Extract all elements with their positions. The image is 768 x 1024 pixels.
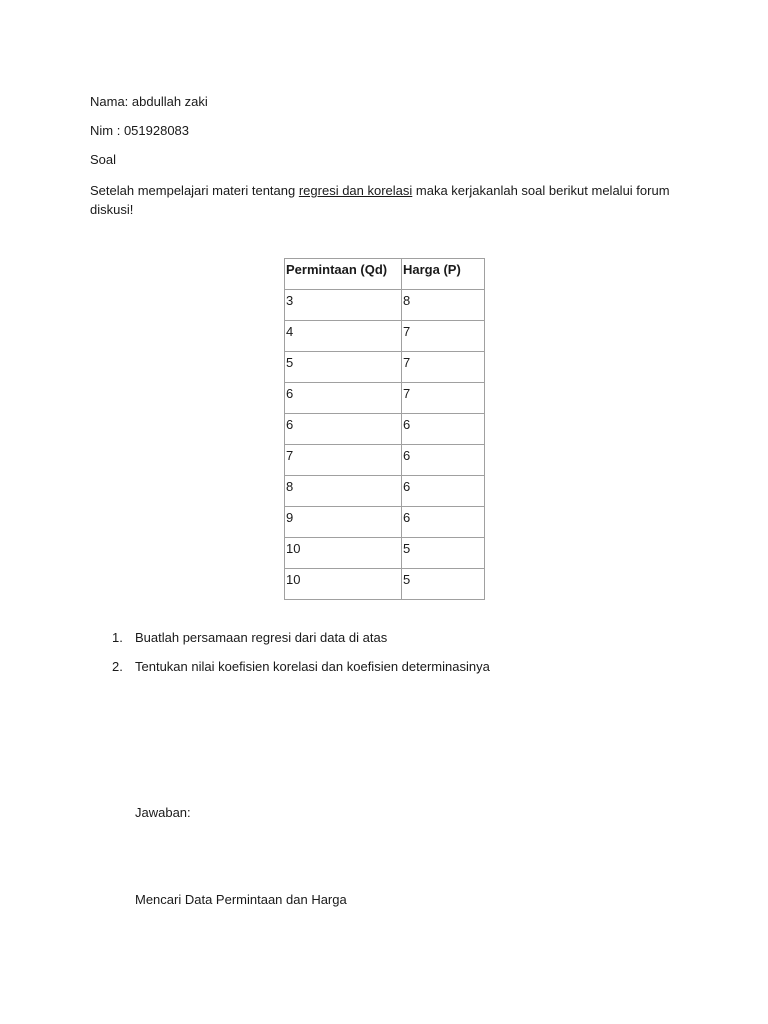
table-row — [285, 569, 485, 600]
cell-p: 7 — [402, 321, 485, 352]
cell-p: 6 — [402, 414, 485, 445]
table-row — [285, 352, 485, 383]
cell-qd: 5 — [285, 352, 402, 383]
cell-p: 6 — [402, 476, 485, 507]
instruction-text-before: Setelah mempelajari materi tentang — [90, 183, 299, 198]
answer-label: Jawaban: — [135, 805, 191, 820]
cell-qd: 7 — [285, 445, 402, 476]
question-number: 1. — [112, 630, 123, 645]
cell-qd: 6 — [285, 383, 402, 414]
question-item — [90, 630, 690, 659]
instruction-text-after: maka kerjakanlah soal berikut melalui forum diskusi! — [90, 183, 670, 217]
question-number: 2. — [112, 659, 123, 674]
cell-p: 6 — [402, 445, 485, 476]
header-harga: Harga (P) — [402, 259, 485, 290]
table-row — [285, 445, 485, 476]
table-row — [285, 414, 485, 445]
table-header-row — [285, 259, 485, 290]
cell-qd: 10 — [285, 569, 402, 600]
table-row — [285, 476, 485, 507]
cell-p: 5 — [402, 569, 485, 600]
cell-qd: 9 — [285, 507, 402, 538]
student-name: Nama: abdullah zaki — [90, 94, 208, 109]
instruction-paragraph — [90, 181, 680, 219]
table-row — [285, 538, 485, 569]
table-row — [285, 507, 485, 538]
question-text: Buatlah persamaan regresi dari data di atas — [135, 630, 388, 645]
cell-p: 8 — [402, 290, 485, 321]
cell-p: 7 — [402, 383, 485, 414]
cell-qd: 8 — [285, 476, 402, 507]
data-table — [284, 258, 485, 600]
answer-subheading: Mencari Data Permintaan dan Harga — [135, 892, 347, 907]
question-item — [90, 659, 690, 688]
cell-qd: 4 — [285, 321, 402, 352]
soal-label: Soal — [90, 152, 117, 167]
table-row — [285, 321, 485, 352]
cell-p: 6 — [402, 507, 485, 538]
table-row — [285, 290, 485, 321]
question-list — [90, 630, 690, 688]
cell-qd: 3 — [285, 290, 402, 321]
question-text: Tentukan nilai koefisien korelasi dan koefisien determinasinya — [135, 659, 490, 674]
table-row — [285, 383, 485, 414]
student-nim: Nim : 051928083 — [90, 123, 190, 138]
cell-qd: 6 — [285, 414, 402, 445]
header-permintaan: Permintaan (Qd) — [285, 259, 402, 290]
cell-p: 7 — [402, 352, 485, 383]
instruction-topic: regresi dan korelasi — [298, 183, 413, 198]
cell-qd: 10 — [285, 538, 402, 569]
cell-p: 5 — [402, 538, 485, 569]
